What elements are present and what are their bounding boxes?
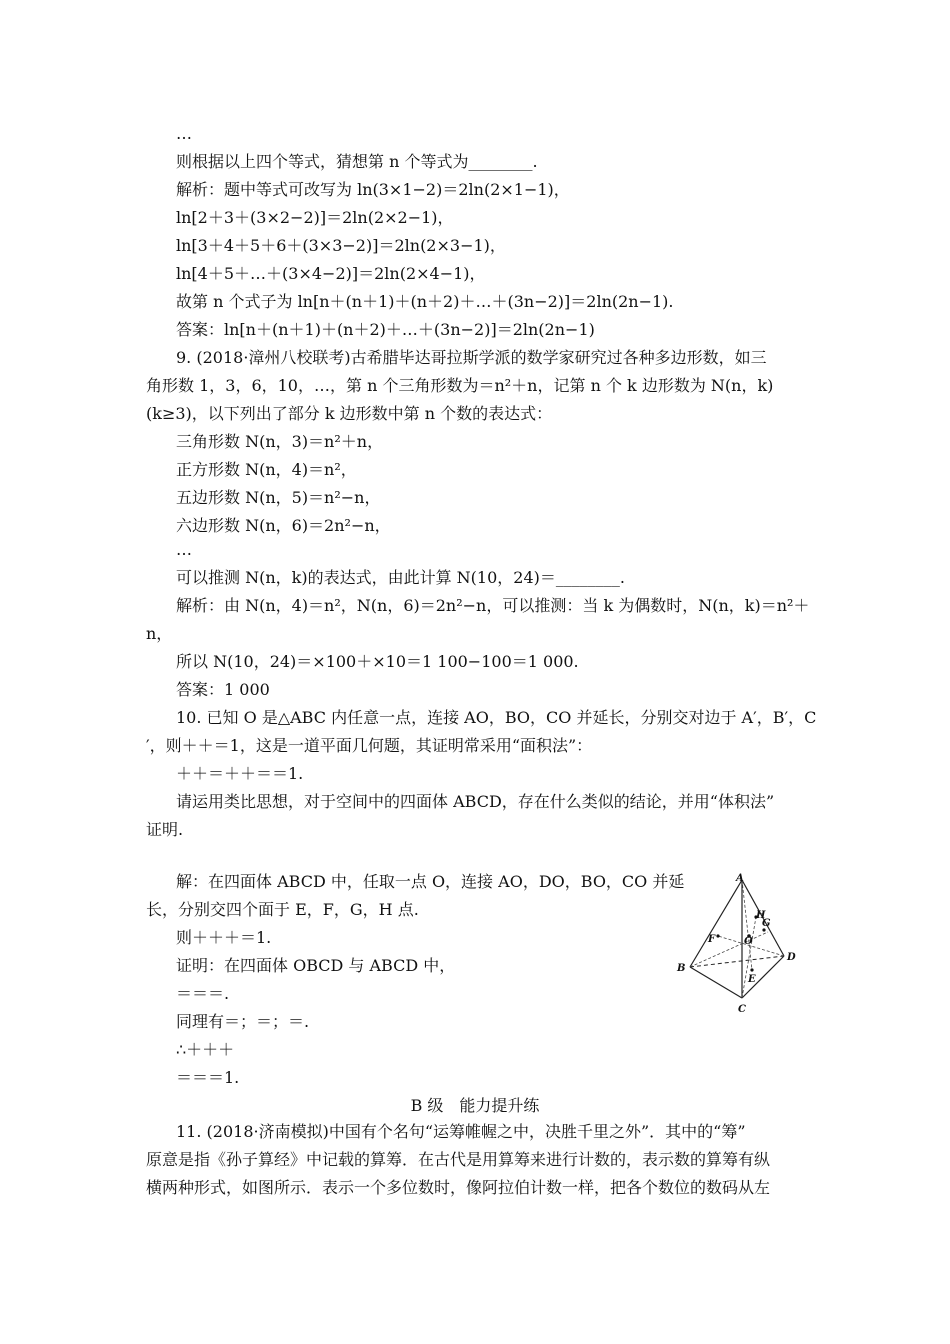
- text-line: 正方形数 N(n，4)＝n²，: [176, 460, 357, 479]
- text-line: 则＋＋＋＝1.: [176, 928, 272, 947]
- problem-11-line: 11. (2018·济南模拟)中国有个名句“运筹帷幄之中，决胜千里之外”．其中的“筹”: [176, 1122, 746, 1141]
- answer-line: 答案：ln[n＋(n＋1)＋(n＋2)＋…＋(3n−2)]＝2ln(2n−1): [176, 320, 595, 339]
- text-line: ln[4＋5＋…＋(3×4−2)]＝2ln(2×4−1)，: [176, 264, 486, 283]
- point-label-o: O: [744, 936, 753, 947]
- text-line: 角形数 1，3，6，10，…，第 n 个三角形数为＝n²＋n，记第 n 个 k 边形数为 N(n，k): [146, 376, 774, 395]
- text-line: 则根据以上四个等式，猜想第 n 个等式为________.: [176, 152, 538, 171]
- text-line: ＋＋＝＋＋＝＝1.: [176, 764, 304, 783]
- text-line: 五边形数 N(n，5)＝n²−n，: [176, 488, 381, 507]
- text-line: 所以 N(10，24)＝×100＋×10＝1 100−100＝1 000.: [176, 652, 579, 671]
- text-line: …: [176, 540, 192, 559]
- text-line: n，: [146, 624, 173, 643]
- text-line: ＝＝＝1.: [176, 1068, 240, 1087]
- text-line: …: [176, 124, 192, 143]
- point-label-f: F: [708, 934, 716, 945]
- answer-line: 答案：1 000: [176, 680, 270, 699]
- tetrahedron-diagram: [672, 872, 812, 1022]
- text-line: 长，分别交四个面于 E，F，G，H 点.: [146, 900, 419, 919]
- text-line: ′，则＋＋＝1，这是一道平面几何题，其证明常采用“面积法”：: [146, 736, 593, 755]
- text-line: 三角形数 N(n，3)＝n²＋n，: [176, 432, 384, 451]
- section-heading: B 级 能力提升练: [410, 1096, 540, 1115]
- tetrahedron-figure: [672, 872, 812, 1022]
- text-line: 证明：在四面体 OBCD 与 ABCD 中，: [176, 956, 456, 975]
- text-line: ＝＝＝.: [176, 984, 230, 1003]
- text-line: 证明.: [146, 820, 184, 839]
- text-line: ln[3＋4＋5＋6＋(3×3−2)]＝2ln(2×3−1)，: [176, 236, 506, 255]
- text-line: ln[2＋3＋(3×2−2)]＝2ln(2×2−1)，: [176, 208, 454, 227]
- vertex-label-d: D: [787, 952, 796, 963]
- text-line: 请运用类比思想，对于空间中的四面体 ABCD，存在什么类似的结论，并用“体积法”: [176, 792, 775, 811]
- text-line: 横两种形式，如图所示．表示一个多位数时，像阿拉伯计数一样，把各个数位的数码从左: [146, 1178, 771, 1197]
- point-label-g: G: [762, 918, 771, 929]
- text-line: 原意是指《孙子算经》中记载的算筹．在古代是用算筹来进行计数的，表示数的算筹有纵: [146, 1150, 771, 1169]
- text-line: 解：在四面体 ABCD 中，任取一点 O，连接 AO，DO，BO，CO 并延: [176, 872, 685, 891]
- vertex-label-c: C: [738, 1004, 746, 1015]
- problem-10-line: 10. 已知 O 是△ABC 内任意一点，连接 AO，BO，CO 并延长，分别交对边于 A′，B′，C: [176, 708, 817, 727]
- text-line: 解析：由 N(n，4)＝n²，N(n，6)＝2n²−n，可以推测：当 k 为偶数时，N(n，k)＝n²＋: [176, 596, 810, 615]
- text-line: 故第 n 个式子为 ln[n＋(n＋1)＋(n＋2)＋…＋(3n−2)]＝2ln(2n−1).: [176, 292, 674, 311]
- text-line: 解析：题中等式可改写为 ln(3×1−2)＝2ln(2×1−1)，: [176, 180, 570, 199]
- vertex-label-b: B: [677, 963, 686, 974]
- text-line: (k≥3)，以下列出了部分 k 边形数中第 n 个数的表达式：: [146, 404, 553, 423]
- text-line: ∴＋＋＋: [176, 1040, 235, 1059]
- text-line: 同理有＝；＝；＝.: [176, 1012, 310, 1031]
- point-label-e: E: [748, 974, 756, 985]
- text-line: 六边形数 N(n，6)＝2n²−n，: [176, 516, 391, 535]
- text-line: 可以推测 N(n，k)的表达式，由此计算 N(10，24)＝________.: [176, 568, 625, 587]
- problem-9-line: 9. (2018·漳州八校联考)古希腊毕达哥拉斯学派的数学家研究过各种多边形数，如三: [176, 348, 767, 367]
- point-label-h: H: [756, 910, 766, 921]
- vertex-label-a: A: [736, 873, 744, 884]
